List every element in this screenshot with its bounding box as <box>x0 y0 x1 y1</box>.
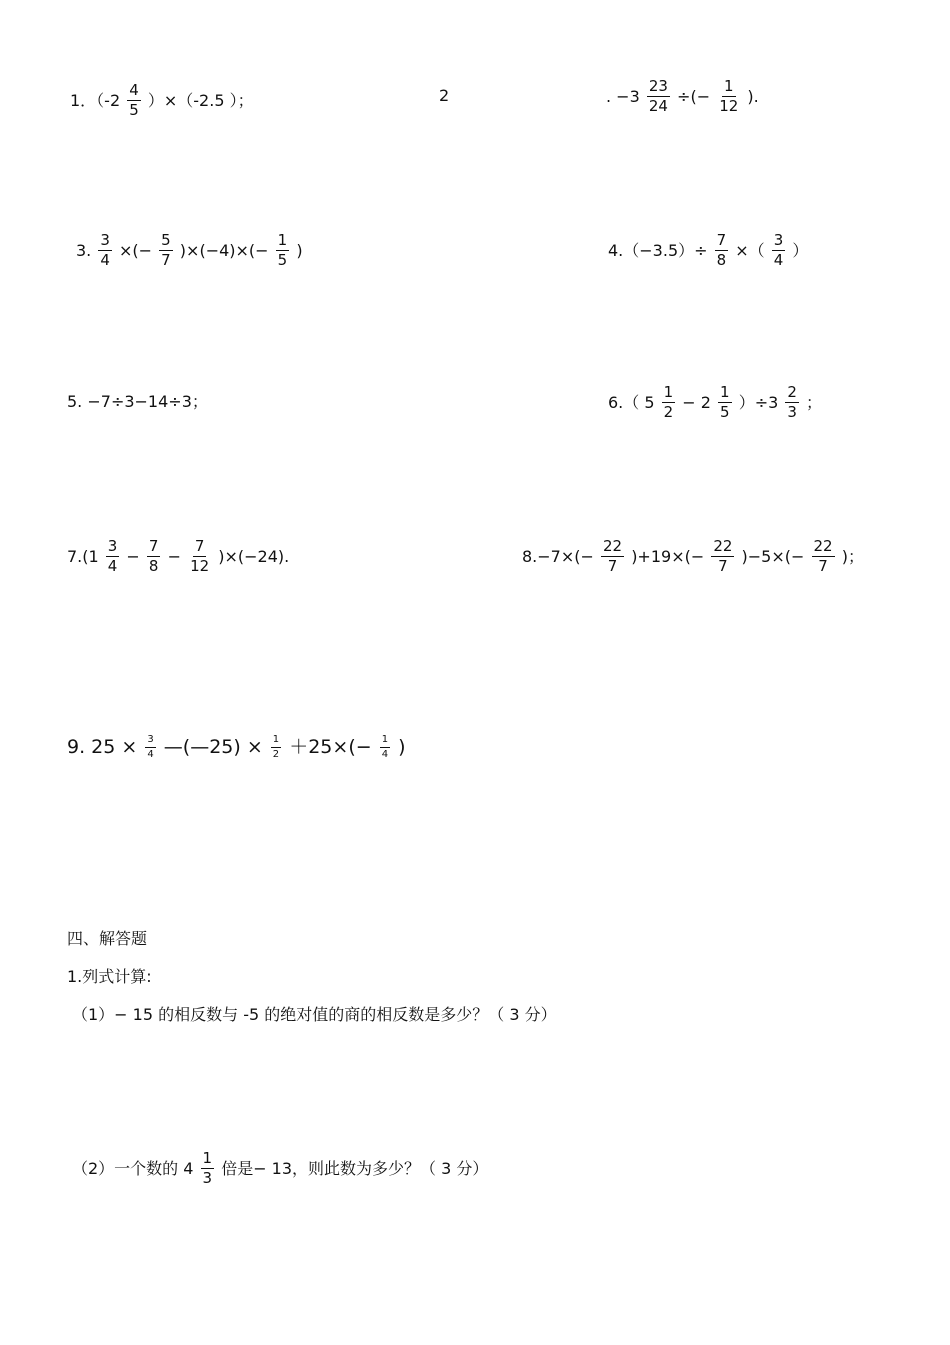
p8-fraction-1: $\frac{22}{7}$ <box>603 537 623 576</box>
p3-fraction-3: $\frac{1}{5}$ <box>277 231 288 270</box>
p6-fraction-2: $\frac{1}{5}$ <box>720 383 730 422</box>
problem-2 <box>606 78 759 116</box>
p9-fraction-3: $\frac{1}{4}$ <box>381 734 389 760</box>
problem-4: 4.（−3.5）÷ $\frac{7}{8}$ ×（ $\frac{3}{4}$ ） <box>608 231 809 270</box>
p3-fraction-2: $\frac{5}{7}$ <box>161 231 171 270</box>
p9-fraction-1: $\frac{3}{4}$ <box>147 734 154 760</box>
p8-fraction-3: $\frac{22}{7}$ <box>813 537 833 576</box>
p7-fraction-3: $\frac{7}{12}$ <box>190 537 210 576</box>
question-1: （1）− 15 的相反数与 -5 的绝对值的商的相反数是多少？（ 3 分） <box>72 1005 557 1024</box>
p2-text-a: . −3 <box>606 86 640 106</box>
p1-fraction: $\frac{4}{5}$ <box>129 81 139 120</box>
p4-fraction-2: $\frac{3}{4}$ <box>773 231 784 270</box>
p3-fraction-1: $\frac{3}{4}$ <box>100 231 110 270</box>
p9-fraction-2: $\frac{1}{2}$ <box>272 734 280 760</box>
problem-5: 5. −7÷3−14÷3； <box>67 392 208 411</box>
section-heading: 四、解答题 <box>67 929 148 948</box>
subsection-title: 1.列式计算: <box>67 967 152 986</box>
problem-3: 3. $\frac{3}{4}$ ×(− $\frac{5}{7}$ )×(−4)×(− $\frac{1}{5}$ ) <box>76 231 303 270</box>
p2-fraction-1: $\frac{23}{24}$ <box>648 77 668 116</box>
p2-text-b: ÷(− <box>677 86 711 106</box>
p7-fraction-2: $\frac{7}{8}$ <box>148 537 159 576</box>
problem-8: 8.−7×(− $\frac{22}{7}$ )+19×(− $\frac{22}{7}$ )−5×(− $\frac{22}{7}$ )； <box>522 537 864 576</box>
problem-9: 9. 25 × $\frac{3}{4}$ —(—25) × $\frac{1}{2}$ ＋25×(− $\frac{1}{4}$ ) <box>67 734 406 760</box>
p6-fraction-3: $\frac{2}{3}$ <box>787 383 797 422</box>
question-2: （2）一个数的 4 $\frac{1}{3}$ 倍是− 13，则此数为多少？（ 3 分） <box>72 1149 489 1188</box>
p2-text-c: ). <box>747 86 759 106</box>
problem-7: 7.(1 $\frac{3}{4}$ − $\frac{7}{8}$ − $\frac{7}{12}$ )×(−24). <box>67 537 290 576</box>
p6-fraction-1: $\frac{1}{2}$ <box>663 383 674 422</box>
q2-fraction: $\frac{1}{3}$ <box>202 1149 213 1188</box>
p2-fraction-2: $\frac{1}{12}$ <box>719 77 739 116</box>
p1-text-b: ）×（-2.5 ）； <box>147 90 254 110</box>
p8-fraction-2: $\frac{22}{7}$ <box>713 537 733 576</box>
problem-2-number: 2 <box>439 86 450 105</box>
p1-text-a: 1．（-2 <box>70 90 121 110</box>
p4-fraction-1: $\frac{7}{8}$ <box>716 231 727 270</box>
p7-fraction-1: $\frac{3}{4}$ <box>107 537 118 576</box>
problem-1 <box>70 82 254 120</box>
problem-6: 6.（ 5 $\frac{1}{2}$ − 2 $\frac{1}{5}$ ）÷3 $\frac{2}{3}$ ； <box>608 383 823 422</box>
